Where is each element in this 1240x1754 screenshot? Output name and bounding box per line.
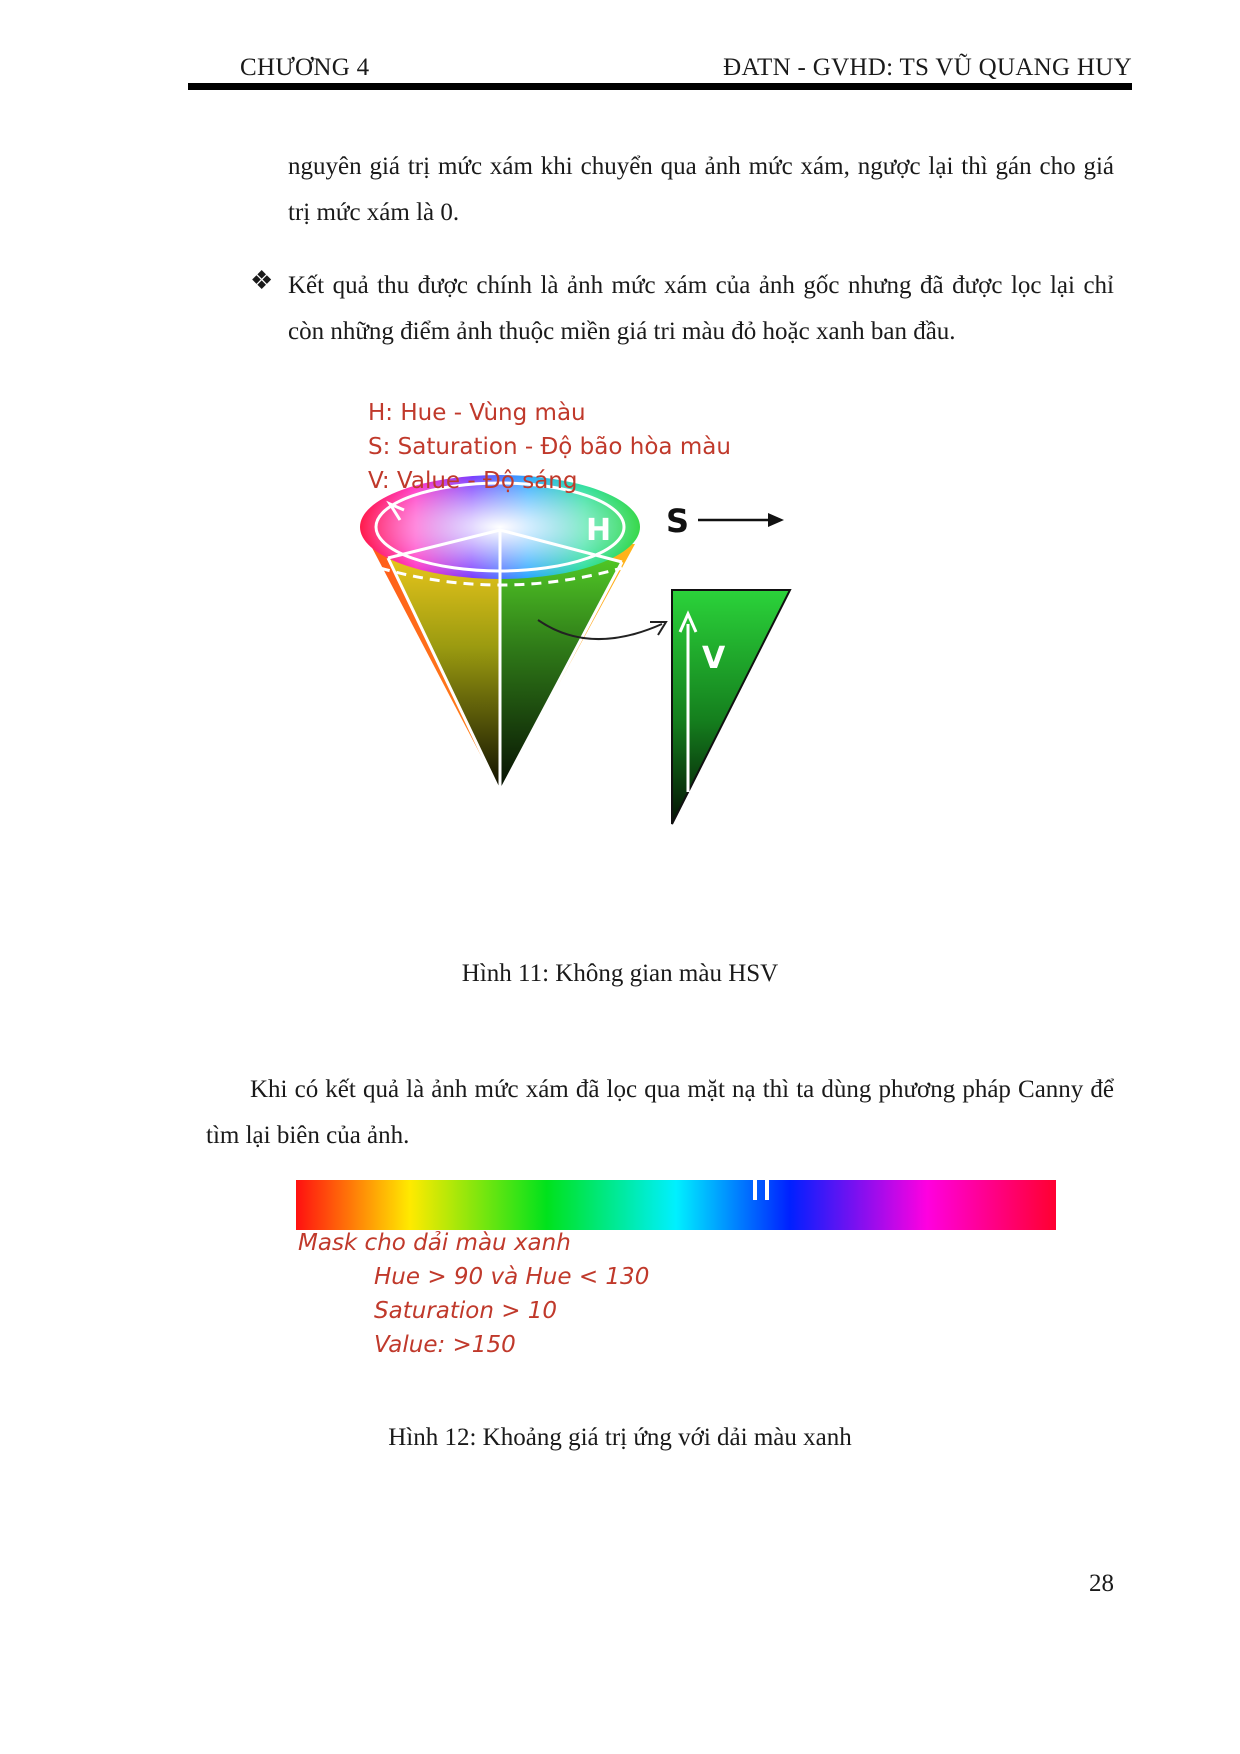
mask-title: Mask cho dải màu xanh — [298, 1230, 571, 1256]
hue-spectrum-bar — [296, 1180, 1056, 1230]
legend-saturation: S: Saturation - Độ bão hòa màu — [368, 434, 731, 460]
header-chapter: CHƯƠNG 4 — [240, 54, 370, 81]
sv-triangle — [672, 590, 790, 824]
page-number: 28 — [1089, 1570, 1114, 1597]
header-rule — [188, 83, 1132, 90]
s-letter: S — [666, 502, 690, 540]
figure-11-caption: Hình 11: Không gian màu HSV — [461, 960, 779, 987]
v-letter: V — [702, 641, 726, 676]
mask-marker-left — [753, 1180, 757, 1200]
mask-marker-right — [765, 1180, 769, 1200]
paragraph-1: nguyên giá trị mức xám khi chuyển qua ảnh mức xám, ngược lại thì gán cho giá trị mức xám là 0. — [288, 153, 1114, 226]
legend-value: V: Value - Độ sáng — [368, 468, 578, 494]
mask-rule-value: Value: >150 — [374, 1332, 516, 1358]
hsv-legend — [368, 396, 731, 498]
mask-rule-saturation: Saturation > 10 — [374, 1298, 558, 1324]
paragraph-2: Kết quả thu được chính là ảnh mức xám của ảnh gốc nhưng đã được lọc lại chỉ còn những điểm ảnh thuộc miền giá tri màu đỏ hoặc xanh ban đầu. — [288, 272, 1114, 345]
paragraph-3: Khi có kết quả là ảnh mức xám đã lọc qua mặt nạ thì ta dùng phương pháp Canny để tìm lại biên của ảnh. — [206, 1076, 1114, 1149]
mask-rule-hue: Hue > 90 và Hue < 130 — [374, 1264, 650, 1290]
legend-hue: H: Hue - Vùng màu — [368, 400, 586, 426]
spectrum-gradient — [296, 1180, 1056, 1230]
h-letter: H — [586, 513, 612, 548]
figure-12-caption: Hình 12: Khoảng giá trị ứng với dải màu xanh — [388, 1424, 852, 1451]
s-arrowhead-icon — [768, 513, 784, 527]
diamond-bullet-icon: ❖ — [250, 266, 274, 295]
header-thesis-info: ĐATN - GVHD: TS VŨ QUANG HUY — [723, 54, 1132, 81]
